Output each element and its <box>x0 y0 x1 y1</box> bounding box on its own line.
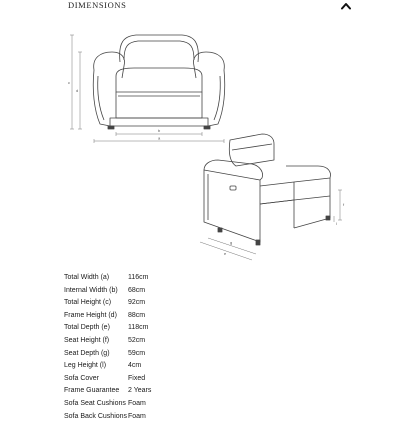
label-a: a <box>158 135 161 141</box>
label-l: l <box>336 221 337 226</box>
spec-row <box>64 272 151 285</box>
label-c: c <box>68 80 70 85</box>
spec-row <box>64 411 151 423</box>
spec-row <box>64 385 151 398</box>
label-d: d <box>76 88 79 93</box>
spec-row <box>64 285 151 298</box>
spec-row <box>64 373 151 386</box>
spec-value: Foam <box>128 399 146 407</box>
spec-row <box>64 335 151 348</box>
label-b: b <box>158 128 161 133</box>
spec-label: Frame Height (d) <box>64 311 117 319</box>
spec-value: 52cm <box>128 336 146 344</box>
spec-row <box>64 398 151 411</box>
spec-label: Seat Height (f) <box>64 336 110 344</box>
spec-label: Sofa Back Cushions <box>64 412 128 420</box>
spec-value: 118cm <box>128 324 149 332</box>
label-e: e <box>224 251 227 256</box>
spec-row <box>64 297 151 310</box>
spec-value: Foam <box>128 412 146 420</box>
spec-row <box>64 348 151 361</box>
spec-label: Internal Width (b) <box>64 286 118 294</box>
spec-label: Total Width (a) <box>64 274 110 281</box>
label-f: f <box>343 202 345 207</box>
spec-value: 2 Years <box>128 387 152 395</box>
spec-label: Total Depth (e) <box>64 324 110 332</box>
spec-label: Total Height (c) <box>64 299 112 307</box>
spec-value: 4cm <box>128 362 142 370</box>
spec-label: Leg Height (l) <box>64 362 107 370</box>
spec-label: Sofa Seat Cushions <box>64 399 126 407</box>
spec-value: 68cm <box>128 286 146 294</box>
spec-label: Sofa Cover <box>64 374 100 382</box>
spec-value: 59cm <box>128 349 146 357</box>
spec-value: 88cm <box>128 311 146 319</box>
spec-label: Seat Depth (g) <box>64 349 110 357</box>
side-view-diagram <box>190 130 360 265</box>
spec-value: 116cm <box>128 274 149 281</box>
spec-row <box>64 310 151 323</box>
spec-row <box>64 322 151 335</box>
spec-row <box>64 360 151 373</box>
label-g: g <box>230 240 233 245</box>
section-title: DIMENSIONS <box>68 0 127 10</box>
spec-table <box>64 272 151 423</box>
spec-label: Frame Guarantee <box>64 387 120 395</box>
spec-value: Fixed <box>128 374 146 382</box>
spec-value: 92cm <box>128 299 146 307</box>
